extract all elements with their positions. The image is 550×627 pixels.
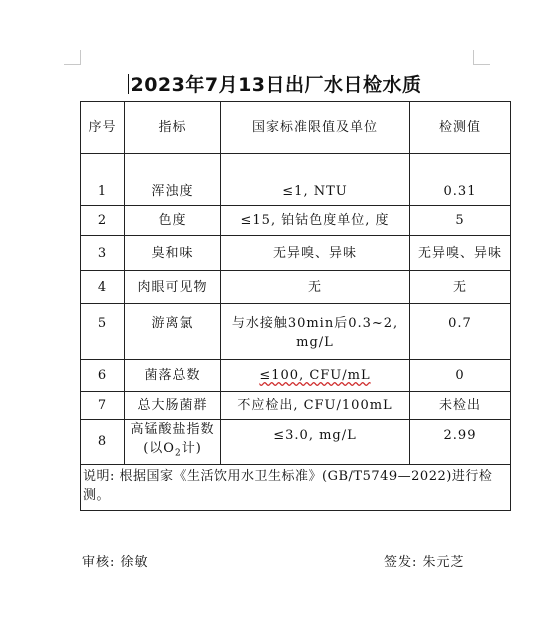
- row-indicator: 色度: [125, 206, 221, 236]
- row-value: 5: [410, 206, 511, 236]
- row-limit: [221, 360, 410, 392]
- table-row: [81, 360, 511, 392]
- row-no: 5: [81, 304, 125, 360]
- row-indicator-line2-suffix: 计): [181, 441, 202, 456]
- document-title-text: 2023年7月13日出厂水日检水质: [130, 74, 422, 96]
- table-note: 说明: 根据国家《生活饮用水卫生标准》(GB/T5749—2022)进行检测。: [81, 464, 511, 510]
- row-value: 未检出: [410, 392, 511, 420]
- header-indicator: 指标: [125, 102, 221, 154]
- header-limit: 国家标准限值及单位: [221, 102, 410, 154]
- document-title: [0, 70, 550, 97]
- row-limit-text: ≤100, CFU/mL: [259, 368, 371, 383]
- table-row: [81, 392, 511, 420]
- row-indicator: [125, 420, 221, 465]
- header-no: 序号: [81, 102, 125, 154]
- row-no: 2: [81, 206, 125, 236]
- row-value: 0.7: [410, 304, 511, 360]
- row-value: 无: [410, 271, 511, 304]
- row-limit: ≤3.0, mg/L: [221, 420, 410, 465]
- row-indicator-line2: [127, 439, 218, 464]
- row-indicator: 总大肠菌群: [125, 392, 221, 420]
- row-indicator: 肉眼可见物: [125, 271, 221, 304]
- row-value: 0.31: [410, 154, 511, 206]
- table-row: [81, 236, 511, 271]
- water-quality-table: [80, 101, 511, 511]
- table-row: [81, 206, 511, 236]
- row-indicator-line2-sub: 2: [174, 448, 182, 459]
- row-no: 1: [81, 154, 125, 206]
- row-indicator: 游离氯: [125, 304, 221, 360]
- header-value: 检测值: [410, 102, 511, 154]
- row-indicator-line2-prefix: (以O: [143, 441, 175, 456]
- table-row: [81, 420, 511, 465]
- row-no: 6: [81, 360, 125, 392]
- row-limit: ≤15, 铂钴色度单位, 度: [221, 206, 410, 236]
- row-limit: 不应检出, CFU/100mL: [221, 392, 410, 420]
- table-row: [81, 154, 511, 206]
- row-no: 8: [81, 420, 125, 465]
- row-no: 3: [81, 236, 125, 271]
- reviewer-signature: 审核: 徐敏: [82, 555, 149, 570]
- row-value: 无异嗅、异味: [410, 236, 511, 271]
- crop-mark-top-left: [64, 50, 81, 65]
- row-indicator: 臭和味: [125, 236, 221, 271]
- row-no: 7: [81, 392, 125, 420]
- row-no: 4: [81, 271, 125, 304]
- row-limit: 无: [221, 271, 410, 304]
- row-value: 2.99: [410, 420, 511, 465]
- table-note-row: [81, 464, 511, 510]
- row-limit: 与水接触30min后0.3~2, mg/L: [221, 304, 410, 360]
- table-row: [81, 304, 511, 360]
- row-limit: 无异嗅、异味: [221, 236, 410, 271]
- row-limit: ≤1, NTU: [221, 154, 410, 206]
- table-row: [81, 271, 511, 304]
- row-indicator: 浑浊度: [125, 154, 221, 206]
- row-indicator-line1: 高锰酸盐指数: [130, 422, 215, 437]
- crop-mark-top-right: [473, 50, 490, 65]
- row-value: 0: [410, 360, 511, 392]
- row-indicator: 菌落总数: [125, 360, 221, 392]
- issuer-signature: 签发: 朱元芝: [384, 555, 465, 570]
- table-header-row: [81, 102, 511, 154]
